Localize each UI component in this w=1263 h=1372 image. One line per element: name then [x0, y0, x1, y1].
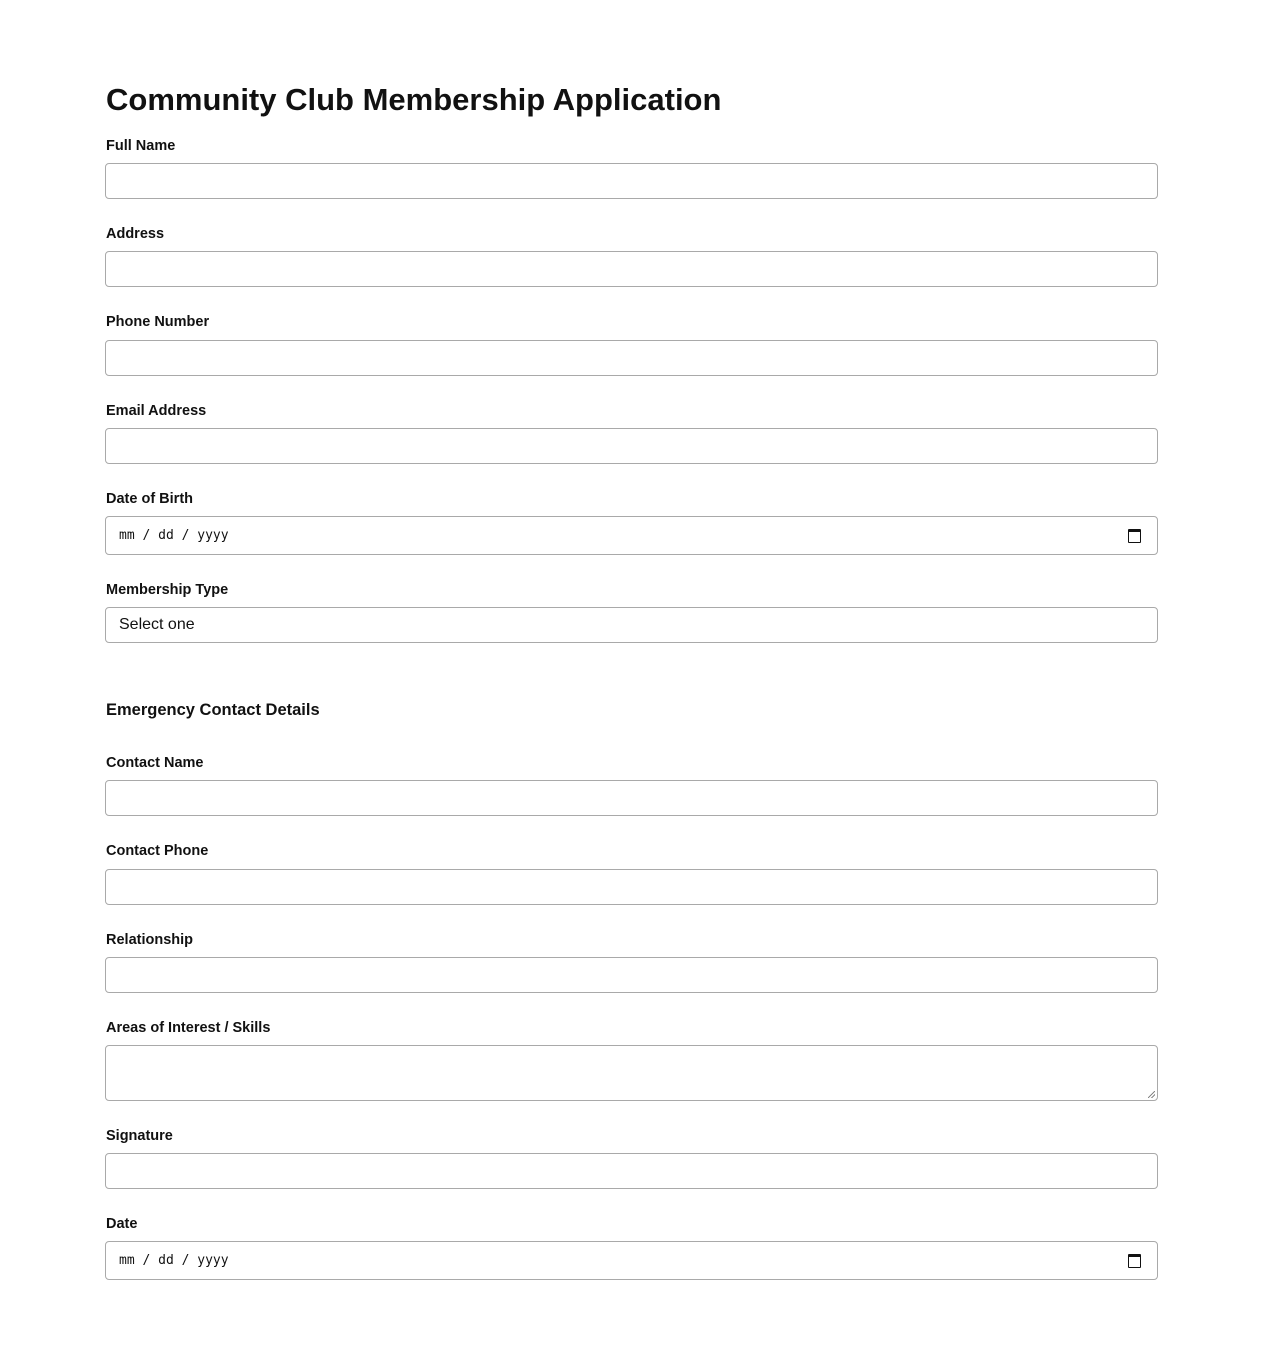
page-title: Community Club Membership Application: [106, 82, 722, 117]
full-name-input[interactable]: [105, 163, 1158, 199]
calendar-icon[interactable]: [1128, 1254, 1141, 1268]
date-placeholder: mm / dd / yyyy: [119, 1253, 229, 1268]
address-label: Address: [106, 226, 165, 242]
contact-phone-input[interactable]: [105, 869, 1158, 905]
email-input[interactable]: [105, 428, 1158, 464]
emergency-heading: Emergency Contact Details: [106, 701, 320, 719]
contact-name-input[interactable]: [105, 780, 1158, 816]
membership-select[interactable]: [105, 607, 1158, 643]
contact-name-label: Contact Name: [106, 755, 204, 771]
phone-input[interactable]: [105, 340, 1158, 376]
interests-label: Areas of Interest / Skills: [106, 1020, 271, 1036]
signature-label: Signature: [106, 1128, 173, 1144]
contact-phone-label: Contact Phone: [106, 843, 209, 859]
email-label: Email Address: [106, 403, 207, 419]
full-name-label: Full Name: [106, 138, 176, 154]
calendar-icon[interactable]: [1128, 529, 1141, 543]
resize-handle-icon[interactable]: [1148, 1091, 1155, 1098]
relationship-input[interactable]: [105, 957, 1158, 993]
interests-textarea[interactable]: [105, 1045, 1158, 1101]
address-input[interactable]: [105, 251, 1158, 287]
dob-placeholder: mm / dd / yyyy: [119, 528, 229, 543]
membership-selected: Select one: [119, 616, 195, 633]
phone-label: Phone Number: [106, 314, 210, 330]
date-input[interactable]: [105, 1241, 1158, 1280]
relationship-label: Relationship: [106, 932, 194, 948]
dob-input[interactable]: [105, 516, 1158, 555]
dob-label: Date of Birth: [106, 491, 193, 507]
membership-label: Membership Type: [106, 582, 229, 598]
date-label: Date: [106, 1216, 138, 1232]
signature-input[interactable]: [105, 1153, 1158, 1189]
